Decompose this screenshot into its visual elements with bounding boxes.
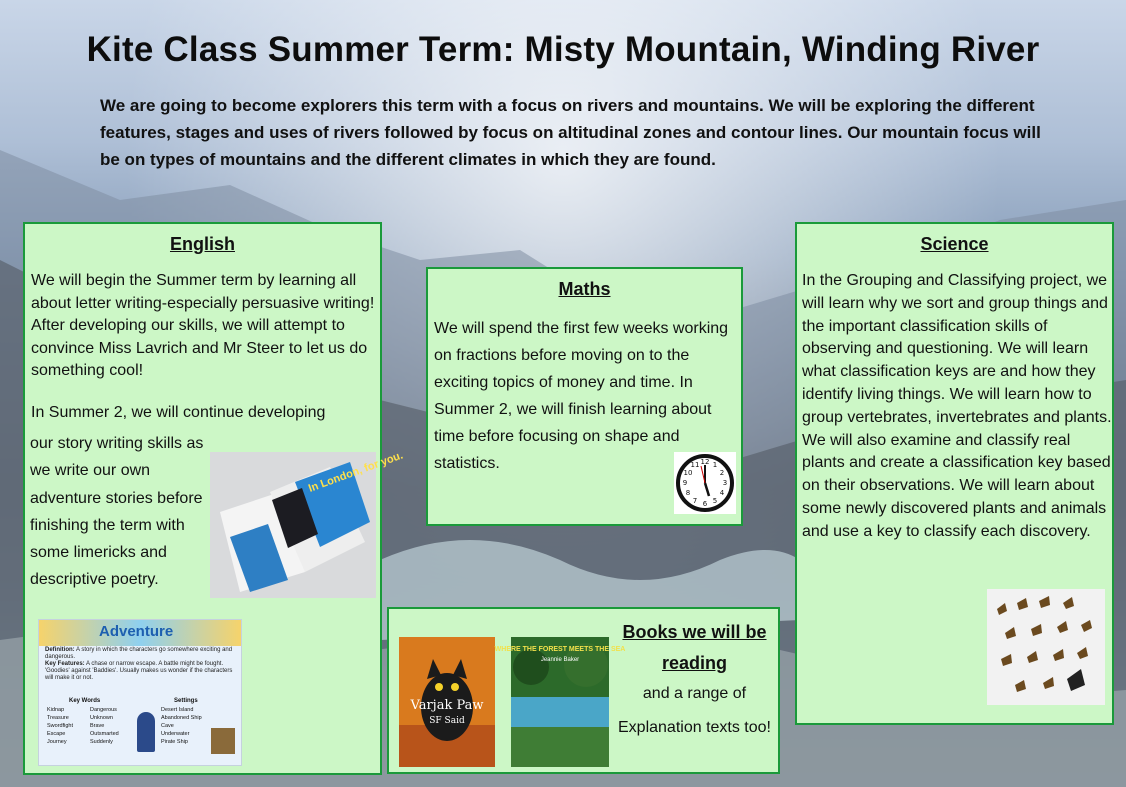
leaflet-text: In London, for you. xyxy=(306,449,405,495)
book2-author: Jeannie Baker xyxy=(540,657,580,663)
svg-text:7: 7 xyxy=(692,497,698,505)
adventure-setting: Abandoned Ship xyxy=(161,715,202,721)
english-paragraph-1: We will begin the Summer term by learning all about letter writing-especially persuasive writing! After developing our skills, we will attempt to convince Miss Lavrich and Mr Steer to let us do something cool! xyxy=(31,272,375,380)
adventure-keyword: Kidnap xyxy=(47,707,65,713)
science-heading: Science xyxy=(920,234,989,254)
adventure-features-label: Key Features: xyxy=(45,661,85,667)
svg-text:8: 8 xyxy=(685,489,691,497)
adventure-card xyxy=(38,619,242,766)
adventure-keyword: Suddenly xyxy=(90,739,113,745)
page-title: Kite Class Summer Term: Misty Mountain, Winding River xyxy=(86,30,1040,69)
intro-text: We are going to become explorers this term with a focus on rivers and mountains. We will be exploring the different features, stages and uses of rivers followed by focus on altitudinal zones and contour lines. Our mountain focus will be on types of mountains and the different climates in which they are found. xyxy=(100,96,1041,169)
svg-text:1: 1 xyxy=(712,461,718,469)
books-heading: Books we will be reading xyxy=(622,622,767,673)
science-panel xyxy=(795,222,1114,725)
svg-text:2: 2 xyxy=(719,469,725,477)
maths-paragraph: We will spend the first few weeks working on fractions before moving on to the exciting topics of money and time. In Summer 2, we will finish learning about time before focusing on shape and statistics. xyxy=(434,320,729,472)
svg-text:9: 9 xyxy=(682,479,688,487)
english-heading: English xyxy=(169,234,235,254)
english-paragraph-3: our story writing skills as we write our own adventure stories before finishing the term with some limericks and descriptive poetry. xyxy=(30,435,204,589)
adventure-definition: A story in which the characters go somewhere exciting and dangerous. xyxy=(45,647,233,660)
svg-text:6: 6 xyxy=(702,500,708,508)
adventure-settings-label: Settings xyxy=(174,698,198,704)
book-varjak-paw-cover xyxy=(399,637,495,767)
english-paragraph-2: In Summer 2, we will continue developing xyxy=(31,404,326,421)
adventure-keyword: Treasure xyxy=(47,715,69,721)
adventure-definition-label: Definition: xyxy=(45,647,75,653)
adventure-keyword: Journey xyxy=(47,739,67,745)
adventure-setting: Cave xyxy=(161,723,174,729)
adventure-keyword: Dangerous xyxy=(90,707,117,713)
svg-text:4: 4 xyxy=(719,489,725,497)
book1-author: SF Said xyxy=(429,716,465,726)
books-subtext: and a range of Explanation texts too! xyxy=(618,685,771,736)
butterfly-collection-image xyxy=(987,589,1105,705)
adventure-keywords-label: Key Words xyxy=(69,698,101,704)
svg-text:3: 3 xyxy=(722,479,728,487)
maths-panel xyxy=(426,267,743,526)
book-forest-sea-cover xyxy=(494,637,626,767)
svg-text:5: 5 xyxy=(712,497,718,505)
svg-text:11: 11 xyxy=(690,461,700,469)
adventure-title: Adventure xyxy=(99,623,174,640)
adventure-keyword: Swordfight xyxy=(47,723,73,729)
english-panel xyxy=(23,222,405,775)
maths-heading: Maths xyxy=(558,279,611,299)
adventure-keyword: Unknown xyxy=(90,715,113,721)
adventure-setting: Underwater xyxy=(161,731,190,737)
svg-text:12: 12 xyxy=(700,458,710,466)
svg-text:10: 10 xyxy=(683,469,693,477)
book1-title: Varjak Paw xyxy=(410,698,484,713)
book2-title: WHERE THE FOREST MEETS THE SEA xyxy=(494,646,626,653)
clock-icon xyxy=(674,452,736,514)
adventure-keyword: Brave xyxy=(90,723,105,729)
science-paragraph: In the Grouping and Classifying project, we will learn why we sort and group things and the important classification skills of observing and questioning. We will learn what classification keys are and how they identify living things. We will learn how to group vertebrates, invertebrates and plants. We will also examine and classify real plants and create a classification key based on their observations. We will learn about some newly discovered plants and animals and use a key to classify each discovery. xyxy=(802,272,1112,540)
adventure-features: A chase or narrow escape. A battle might be fought. 'Goodies' against 'Baddies'. Usually makes us wonder if the characters will make it or not. xyxy=(45,661,233,681)
adventure-setting: Desert Island xyxy=(161,707,194,713)
adventure-setting: Pirate Ship xyxy=(161,739,188,745)
leaflet-image xyxy=(210,449,405,598)
adventure-keyword: Escape xyxy=(47,731,66,737)
books-panel xyxy=(387,607,780,774)
adventure-keyword: Outsmarted xyxy=(90,731,119,737)
